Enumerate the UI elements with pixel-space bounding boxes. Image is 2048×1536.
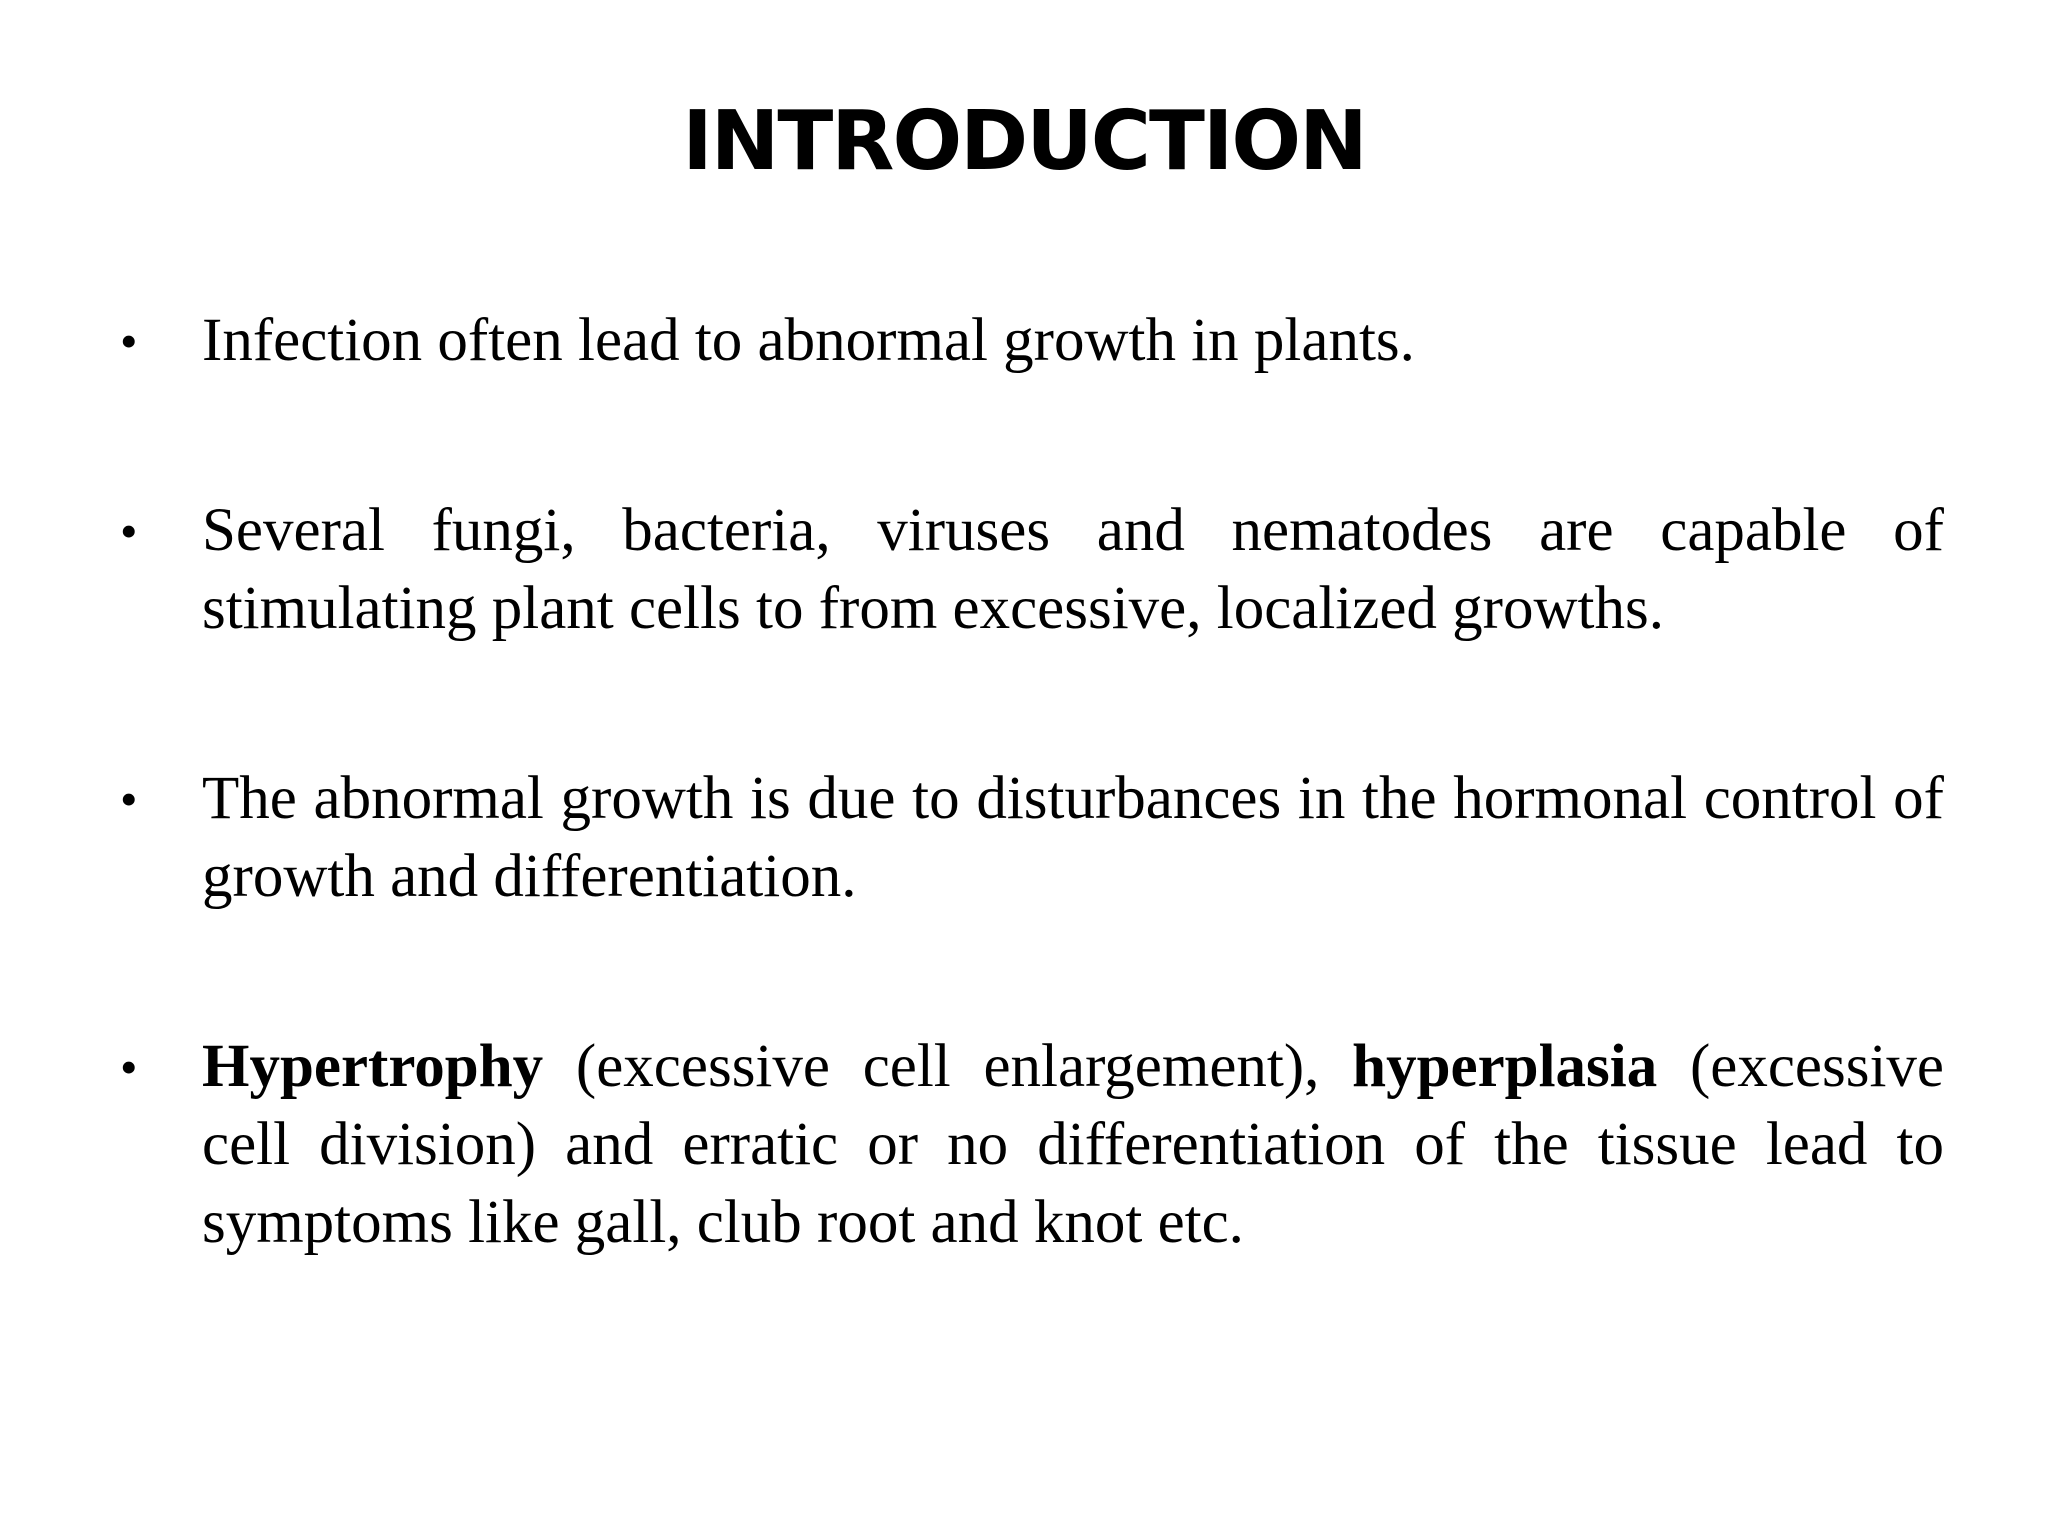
term-hyperplasia: hyperplasia <box>1352 1033 1658 1100</box>
bullet-item <box>120 302 1944 380</box>
slide-title: INTRODUCTION <box>682 94 1366 189</box>
bullet-list <box>120 302 1944 1262</box>
bullet-text: (excessive cell division) and erratic or no differentiation of the tissue lead to symptoms like gall, club root and knot etc. <box>202 1033 1945 1256</box>
bullet-glyph: • <box>120 1039 138 1095</box>
bullet-text: Several fungi, bacteria, viruses and nematodes are capable of stimulating plant cells to from excessive, localized growths. <box>202 497 1944 642</box>
bullet-item <box>120 760 1944 916</box>
bullet-text: Infection often lead to abnormal growth in plants. <box>202 307 1415 374</box>
bullet-text: The abnormal growth is due to disturbances in the hormonal control of growth and differentiation. <box>202 765 1944 910</box>
bullet-glyph: • <box>120 313 138 369</box>
bullet-glyph: • <box>120 503 138 559</box>
bullet-glyph: • <box>120 771 138 827</box>
bullet-item <box>120 492 1944 648</box>
term-hypertrophy: Hypertrophy <box>202 1033 544 1100</box>
bullet-item <box>120 1028 1944 1262</box>
bullet-text: (excessive cell enlargement), <box>543 1033 1353 1100</box>
